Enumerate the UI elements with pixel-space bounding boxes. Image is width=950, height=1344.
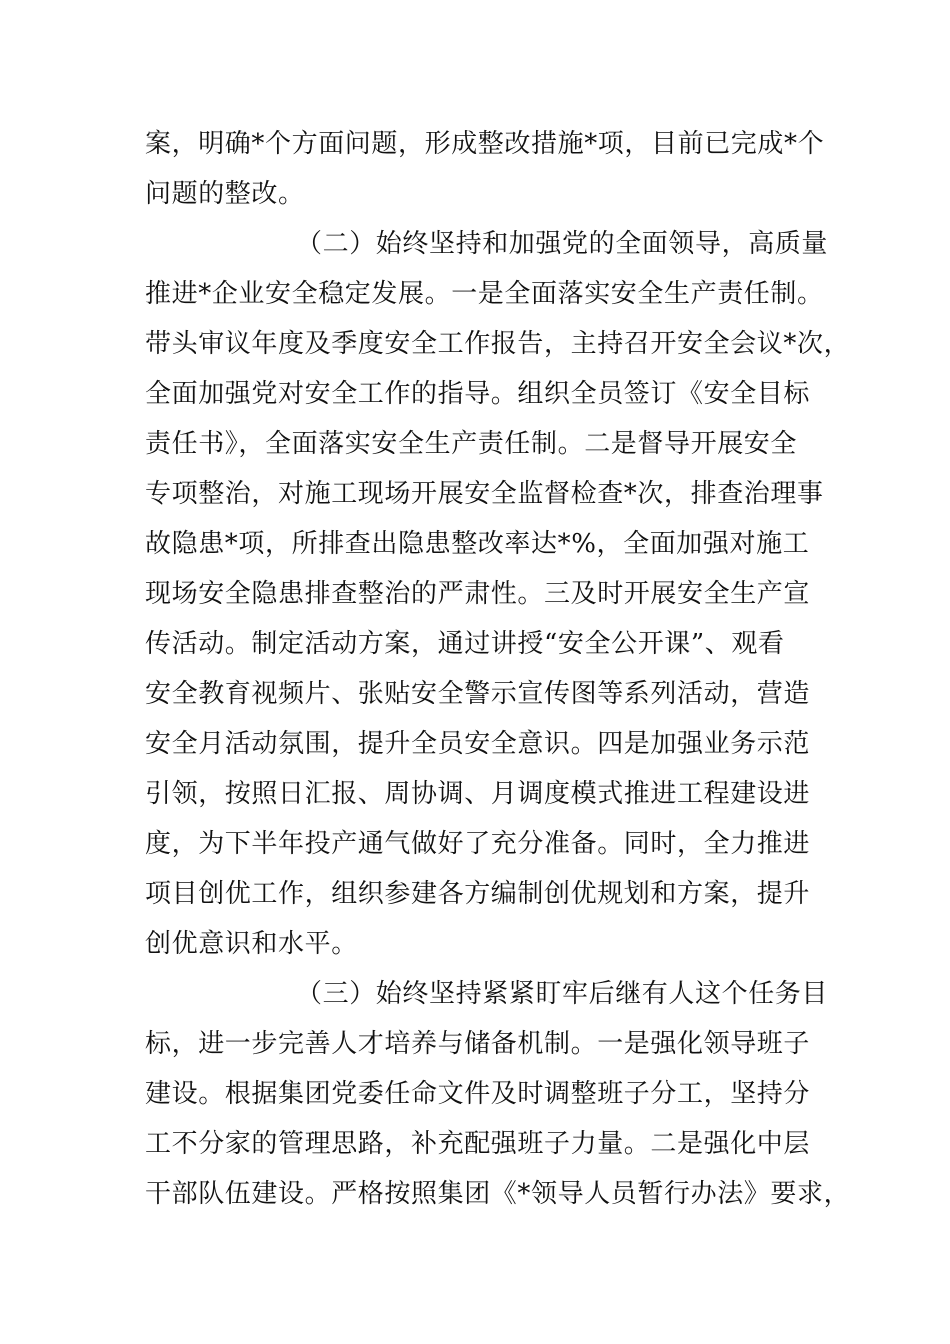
body-text-line: 标，进一步完善人才培养与储备机制。一是强化领导班子 [145, 1029, 811, 1059]
body-text-line: 安全教育视频片、张贴安全警示宣传图等系列活动，营造 [145, 679, 811, 709]
body-text-line: 干部队伍建设。严格按照集团《*领导人员暂行办法》要求， [145, 1179, 851, 1209]
section-heading-line: （三）始终坚持紧紧盯牢后继有人这个任务目 [296, 979, 829, 1009]
body-text-line: 问题的整改。 [145, 179, 305, 209]
body-text-line: 责任书》，全面落实安全生产责任制。二是督导开展安全 [145, 429, 798, 459]
body-text-line: 安全月活动氛围，提升全员安全意识。四是加强业务示范 [145, 729, 811, 759]
body-text-line: 推进*企业安全稳定发展。一是全面落实安全生产责任制。 [145, 279, 824, 309]
body-text-line: 项目创优工作，组织参建各方编制创优规划和方案，提升 [145, 879, 811, 909]
body-text-line: 传活动。制定活动方案，通过讲授“安全公开课”、观看 [145, 629, 785, 659]
body-text-line: 故隐患*项，所排查出隐患整改率达*%，全面加强对施工 [145, 529, 810, 559]
body-text-line: 专项整治，对施工现场开展安全监督检查*次，排查治理事 [145, 479, 824, 509]
body-text-line: 引领，按照日汇报、周协调、月调度模式推进工程建设进 [145, 779, 811, 809]
body-text-line: 创优意识和水平。 [145, 929, 358, 959]
body-text-line: 全面加强党对安全工作的指导。组织全员签订《安全目标 [145, 379, 811, 409]
body-text-line: 带头审议年度及季度安全工作报告，主持召开安全会议*次， [145, 329, 851, 359]
body-text-line: 现场安全隐患排查整治的严肃性。三及时开展安全生产宣 [145, 579, 811, 609]
body-text-line: 建设。根据集团党委任命文件及时调整班子分工，坚持分 [145, 1079, 811, 1109]
body-text-line: 度，为下半年投产通气做好了充分准备。同时，全力推进 [145, 829, 811, 859]
body-text-line: 案，明确*个方面问题，形成整改措施*项，目前已完成*个 [145, 129, 825, 159]
section-heading-line: （二）始终坚持和加强党的全面领导，高质量 [296, 229, 829, 259]
body-text-line: 工不分家的管理思路，补充配强班子力量。二是强化中层 [145, 1129, 811, 1159]
